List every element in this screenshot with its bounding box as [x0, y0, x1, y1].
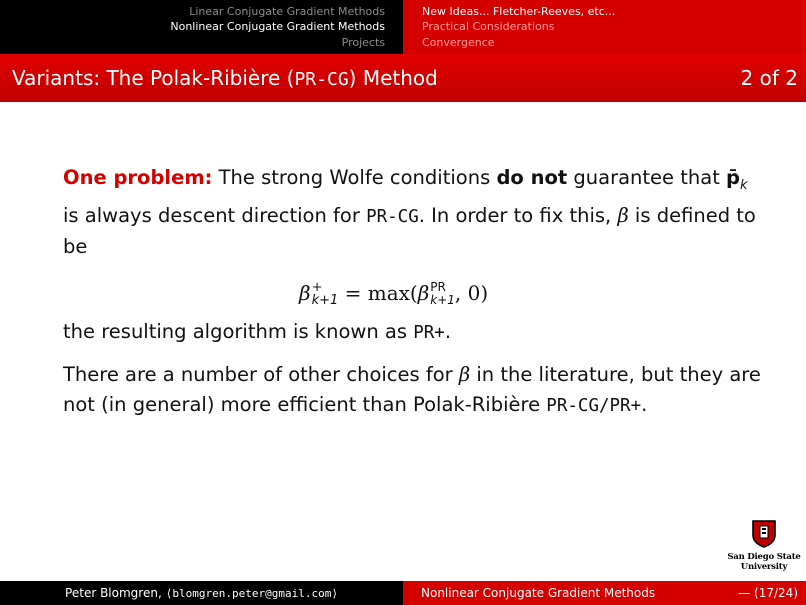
subsection-nav — [403, 0, 806, 54]
paragraph-pr-plus: the resulting algorithm is known as PR+. — [63, 319, 452, 343]
nav-subsection-convergence[interactable]: Convergence — [422, 35, 495, 49]
footer-page-number: — (17/24) — [738, 586, 798, 600]
sdsu-shield-icon — [749, 518, 779, 548]
paragraph-problem: One problem: The strong Wolfe conditions do not guarantee that $p̄_k$ is always descent direction for PR-CG. In order to fix this, β is defined to be — [63, 166, 756, 258]
footer-section: Nonlinear Conjugate Gradient Methods — [421, 586, 656, 600]
beta-plus-formula: β + k+1 = max(β PR k+1 , 0) — [299, 280, 489, 309]
slide-body — [63, 163, 763, 421]
slide-title-bar — [0, 54, 806, 102]
section-nav — [0, 0, 403, 54]
logo-line1: San Diego State — [727, 552, 801, 562]
nav-subsection-practical[interactable]: Practical Considerations — [422, 20, 555, 34]
top-navigation — [0, 0, 806, 54]
frame-counter: 2 of 2 — [740, 66, 798, 90]
nav-section-nonlinear-cg[interactable]: Nonlinear Conjugate Gradient Methods — [170, 20, 385, 34]
slide-title: Variants: The Polak-Ribière (PR-CG) Method — [12, 66, 438, 90]
logo-line2: University — [740, 562, 788, 572]
nav-subsection-new-ideas[interactable]: New Ideas... Fletcher-Reeves, etc... — [422, 4, 616, 18]
footer-bar — [0, 581, 806, 605]
paragraph-other-choices: There are a number of other choices for β in the literature, but they are not (in general) more efficient than Polak-Ribière PR-CG/PR+. — [63, 362, 761, 416]
university-logo — [725, 518, 803, 572]
footer-right — [403, 581, 806, 605]
footer-author: Peter Blomgren, ⟨blomgren.peter@gmail.com⟩ — [0, 581, 403, 605]
nav-section-linear-cg[interactable]: Linear Conjugate Gradient Methods — [189, 4, 385, 18]
nav-section-projects[interactable]: Projects — [341, 35, 385, 49]
